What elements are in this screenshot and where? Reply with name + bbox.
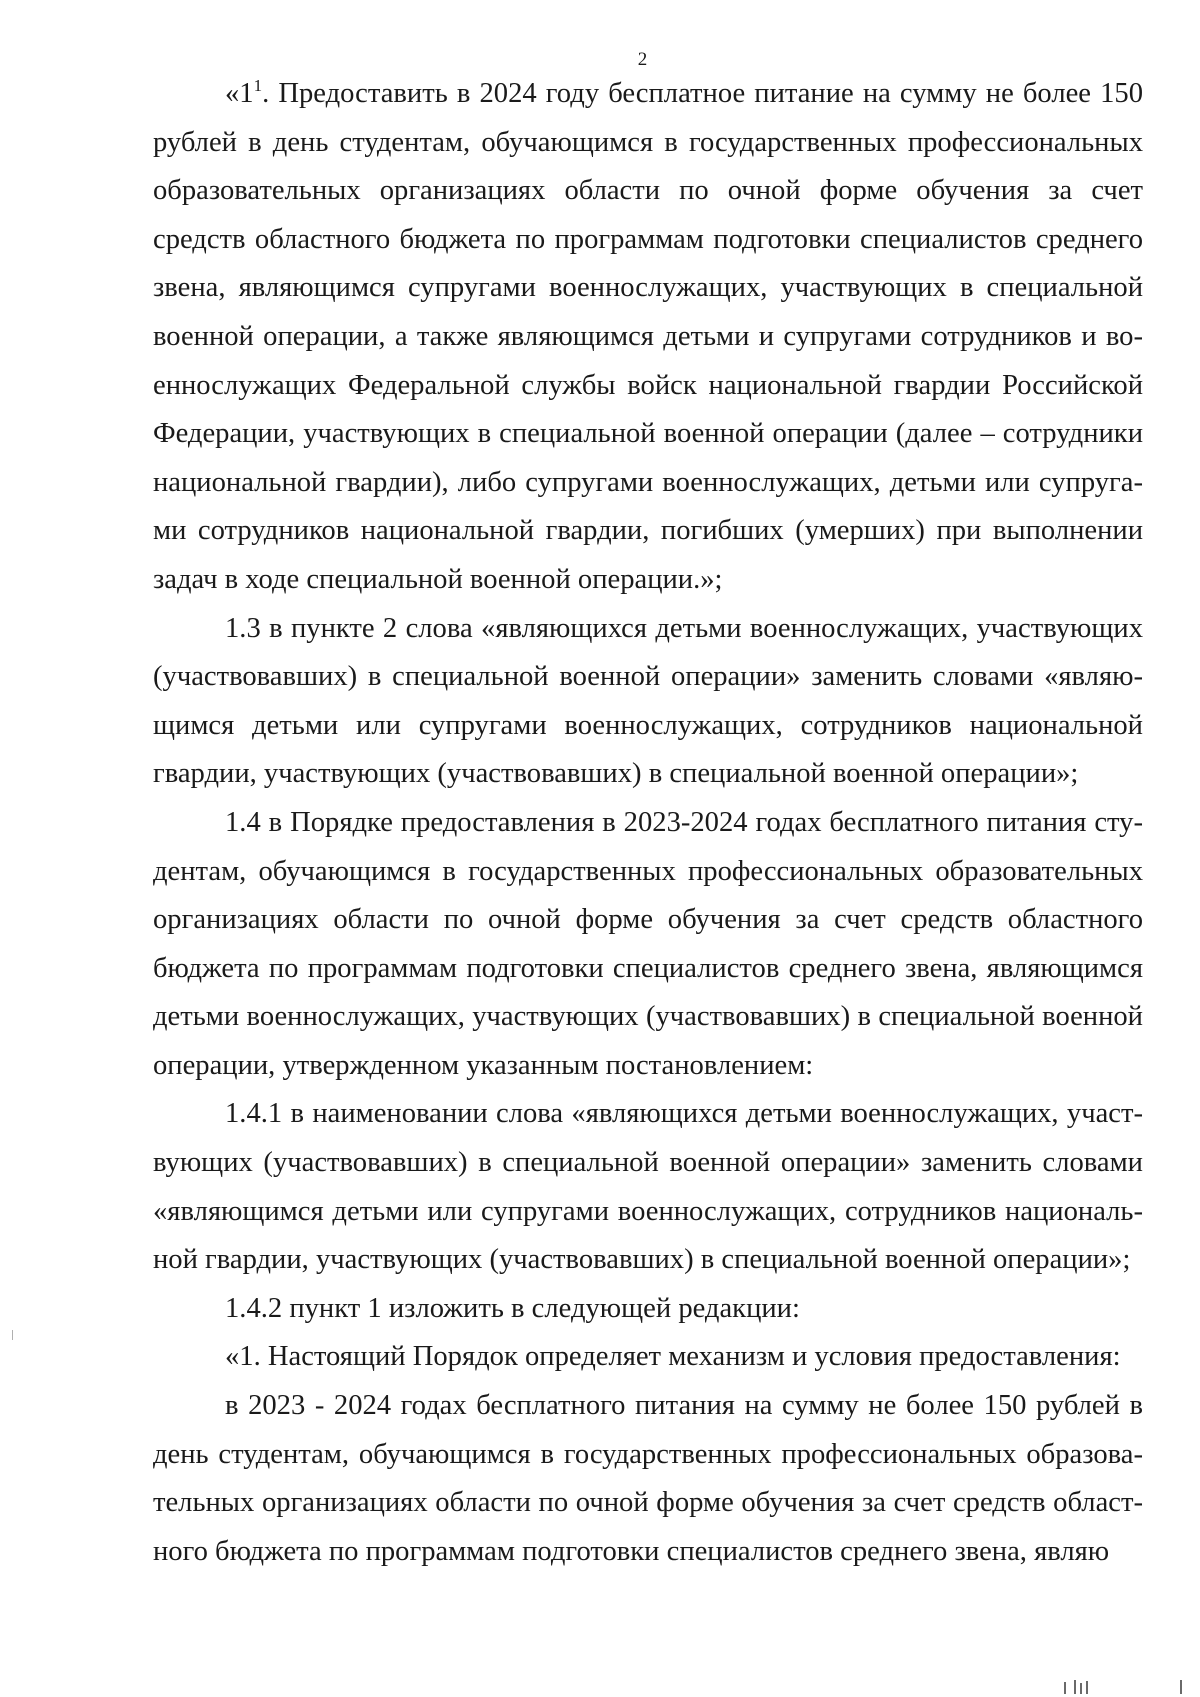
scan-artifact-mark	[12, 1330, 13, 1340]
page-number: 2	[637, 49, 648, 70]
scan-artifact-mark	[1080, 1683, 1082, 1694]
scan-artifact-mark	[1074, 1680, 1076, 1694]
paragraph-clause-1-4-2: 1.4.2 пункт 1 изложить в следующей редакции:	[225, 1292, 800, 1324]
paragraph-quoted-clause-1: «1. Настоящий Порядок определяет механизм и условия предоставления:	[225, 1341, 1121, 1373]
paragraph-prefix: «1	[225, 78, 254, 109]
paragraph-clause-1-4: 1.4 в Порядке предоставления в 2023-2024 годах бесплатного питания студентам, обучающимся в государственных профессиональных образовательных организациях области по очной форме обучения за счет средств областного бюджета по программам подготовки специалистов среднего звена, являющимся детьми военнослужащих, участвующих (участвовавших) в специальной военной операции, утвержденном указанным постановлением:	[153, 806, 1143, 1081]
paragraph-clause-1-4-1: 1.4.1 в наименовании слова «являющихся детьми военнослужащих, участвующих (участвовавших) в специальной военной операции» заменить словами «являющимся детьми или супругами военнослужащих, сотрудников национальной гвардии, участвующих (участвовавших) в специальной военной операции»;	[153, 1098, 1143, 1276]
paragraph-continuation: в 2023 - 2024 годах бесплатного питания на сумму не более 150 рублей в день студентам, обучающимся в государственных профессиональных образовательных организациях области по очной форме обучения за счет средств областного бюджета по программам подготовки специалистов среднего звена, являю	[153, 1390, 1143, 1567]
scan-artifact-mark	[1180, 1680, 1182, 1694]
scan-artifact-mark	[1086, 1681, 1088, 1694]
document-body	[153, 70, 1143, 1576]
paragraph-clause-1-3: 1.3 в пункте 2 слова «являющихся детьми военнослужащих, участвующих (участвовавших) в специальной военной операции» заменить словами «являющимся детьми или супругами военнослужащих, сотрудников национальной гвардии, участвующих (участвовавших) в специальной военной операции»;	[153, 612, 1143, 790]
paragraph-clause-1-1	[153, 70, 1143, 605]
paragraph-text: . Предоставить в 2024 году бесплатное питание на сумму не более 150 рублей в день студентам, обучающимся в государственных профессиональных образовательных организациях области по очной форме обучения за счет средств областного бюджета по программам подготовки специалистов среднего звена, являющимся супругами военнослужащих, участвующих в специальной военной операции, а также являющимся детьми и супругами сотрудников и военнослужащих Федеральной службы войск национальной гвардии Российской Федерации, участвующих в специальной военной операции (далее – сотрудники национальной гвардии), либо супругами военнослужащих, детьми или супругами сотрудников национальной гвардии, погибших (умерших) при выполнении задач в ходе специальной военной операции.»;	[153, 78, 1143, 595]
superscript-index: 1	[253, 76, 263, 95]
scan-artifact-mark	[1064, 1682, 1066, 1694]
